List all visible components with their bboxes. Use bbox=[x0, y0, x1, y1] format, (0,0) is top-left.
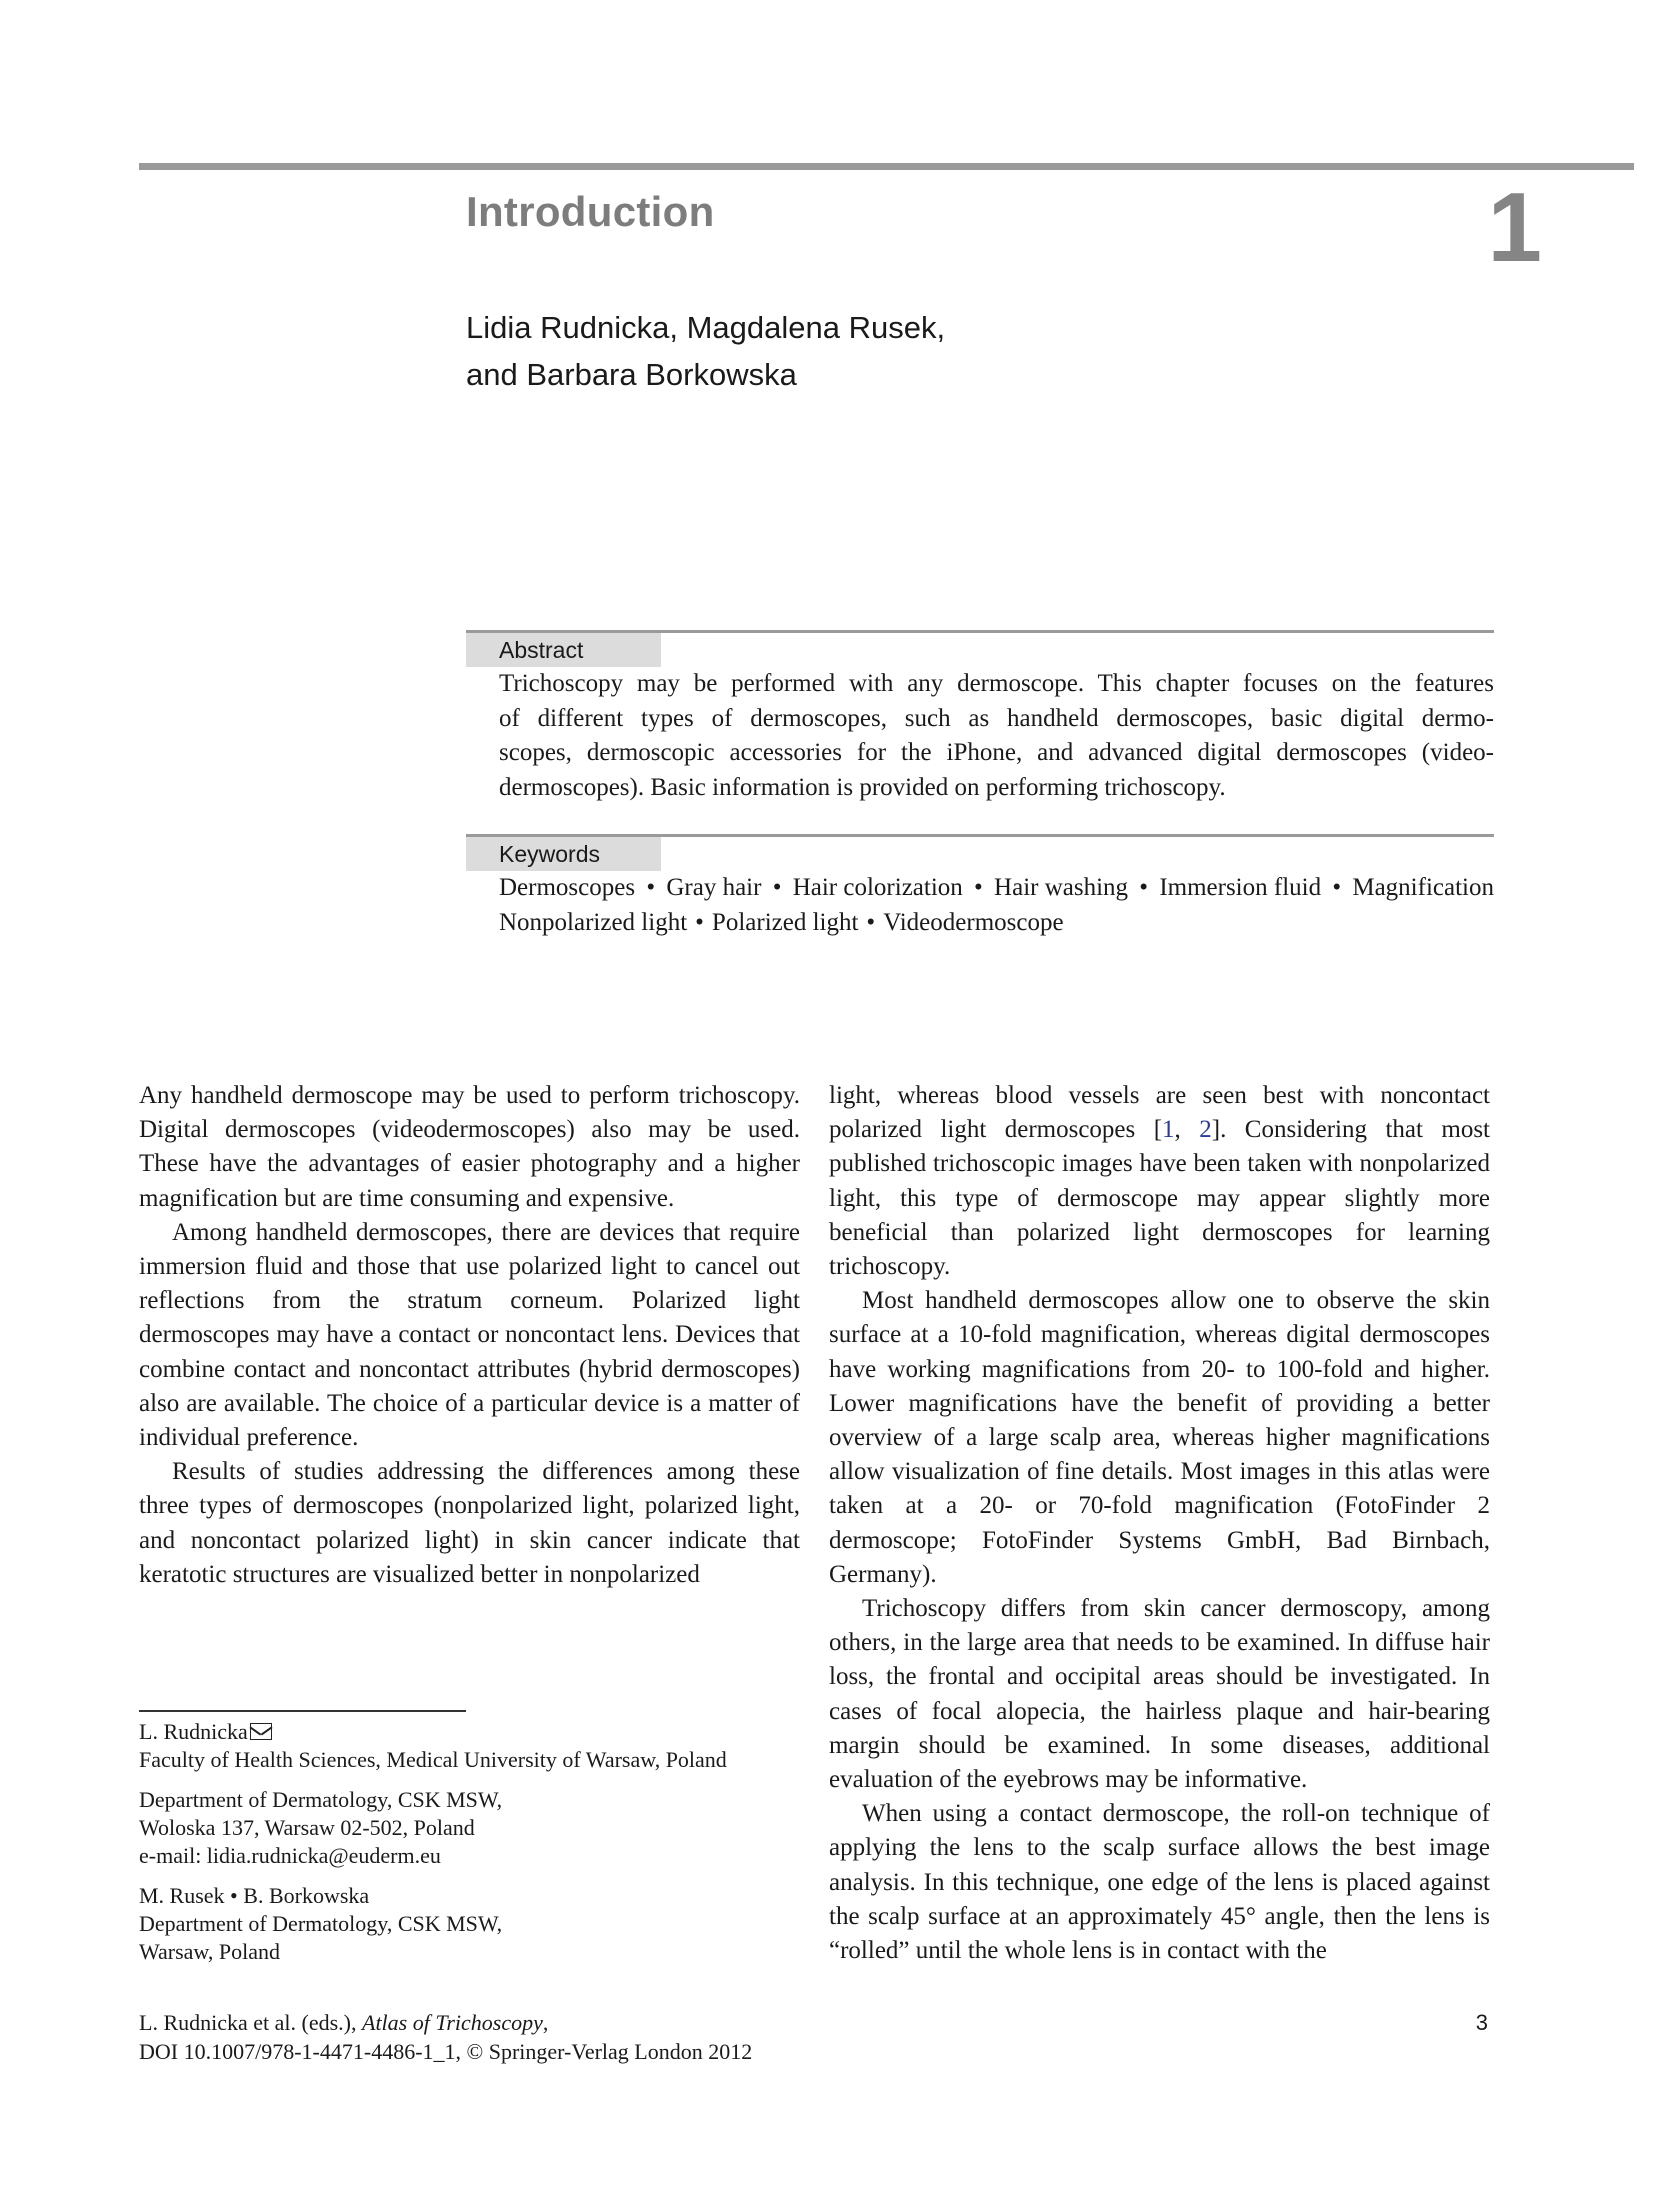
body-column-left bbox=[139, 1079, 800, 1592]
abstract-line: Trichoscopy may be performed with any dermoscope. This chapter focuses on the features bbox=[499, 670, 1494, 697]
abstract-line: scopes, dermoscopic accessories for the iPhone, and advanced digital dermoscopes (video- bbox=[499, 739, 1494, 766]
keyword-separator: • bbox=[866, 908, 876, 936]
keyword: Hair colorization bbox=[792, 874, 963, 901]
footnote-authors: M. Rusek • B. Borkowska bbox=[139, 1883, 370, 1908]
body-paragraph: Trichoscopy differs from skin cancer dermoscopy, among others, in the large area that needs to be examined. In diffuse hair loss, the frontal and occipital areas should be investigated. In cases of focal alopecia, the hairless plaque and hair-bearing margin should be examined. In some diseases, additional evaluation of the eyebrows may be informative. bbox=[829, 1595, 1490, 1794]
body-paragraph bbox=[829, 1079, 1490, 1284]
keywords-list bbox=[499, 871, 1494, 940]
chapter-title: Introduction bbox=[466, 188, 715, 235]
footnote-address-line: Woloska 137, Warsaw 02-502, Poland bbox=[139, 1815, 475, 1840]
envelope-icon bbox=[250, 1723, 272, 1740]
footnote-email: e-mail: lidia.rudnicka@euderm.eu bbox=[139, 1843, 441, 1868]
footnote-affiliation: Faculty of Health Sciences, Medical University of Warsaw, Poland bbox=[139, 1747, 727, 1772]
body-paragraph: When using a contact dermoscope, the roll-on technique of applying the lens to the scalp surface allows the best image analysis. In this technique, one edge of the lens is placed against the scalp surface at an approximately 45° angle, then the lens is “rolled” until the whole lens is in contact with the bbox=[829, 1800, 1490, 1965]
chapter-top-rule bbox=[139, 163, 1634, 170]
body-paragraph: Among handheld dermoscopes, there are devices that require immersion fluid and those that use polarized light to cancel out reflections from the stratum corneum. Polarized light dermoscopes may have a contact or noncontact lens. Devices that combine contact and noncontact attributes (hybrid dermoscopes) also are available. The choice of a particular device is a matter of individual preference. bbox=[139, 1218, 800, 1452]
keyword: Videodermoscope bbox=[883, 908, 1064, 936]
body-paragraph: Most handheld dermoscopes allow one to observe the skin surface at a 10-fold magnification, whereas digital dermoscopes have working magnifications from 20- to 100-fold and higher. Lower magnifications have the benefit of providing a better overview of a large scalp area, whereas higher magnifications allow visualization of fine details. Most images in this atlas were taken at a 20- or 70-fold magnification (FotoFinder 2 dermoscope; FotoFinder Systems GmbH, Bad Birnbach, Germany). bbox=[829, 1287, 1490, 1588]
keyword: Dermoscopes bbox=[499, 874, 636, 901]
footnote-rule bbox=[139, 1710, 466, 1712]
keyword: Hair washing bbox=[994, 874, 1129, 901]
footnote-department-line: Department of Dermatology, CSK MSW, bbox=[139, 1787, 503, 1812]
keyword-separator: • bbox=[1139, 874, 1149, 901]
paragraph-text: ]. Considering that most published trichoscopic images have been taken with nonpolarized light, this type of dermoscope may appear slightly more beneficial than polarized light dermoscopes for learning trichoscopy. bbox=[829, 1116, 1491, 1281]
keyword-separator: • bbox=[1332, 874, 1342, 901]
citation-suffix: , bbox=[542, 2010, 549, 2035]
book-title: Atlas of Trichoscopy bbox=[362, 2010, 543, 2035]
keyword-separator: • bbox=[695, 908, 704, 936]
keyword: Immersion fluid bbox=[1159, 874, 1322, 901]
authors-line-1: Lidia Rudnicka, Magdalena Rusek, bbox=[466, 310, 946, 345]
footnote-department-line: Department of Dermatology, CSK MSW, bbox=[139, 1911, 503, 1936]
keyword-separator: • bbox=[974, 874, 983, 901]
footnote-author-1 bbox=[139, 1718, 839, 1774]
abstract-text bbox=[499, 667, 1494, 805]
citation-link[interactable]: 1 bbox=[1162, 1116, 1175, 1144]
chapter-authors bbox=[466, 304, 1166, 398]
body-paragraph: Results of studies addressing the differences among these three types of dermoscopes (nonpolarized light, polarized light, and noncontact polarized light) in skin cancer indicate that keratotic structures are visualized better in nonpolarized bbox=[139, 1458, 800, 1588]
keyword: Nonpolarized light bbox=[499, 908, 688, 936]
keywords-line-2 bbox=[499, 906, 1494, 941]
paragraph-text: light, whereas blood vessels are seen best with noncontact polarized light dermoscopes [ bbox=[829, 1082, 1490, 1144]
book-citation bbox=[139, 2008, 939, 2066]
keyword: Magnification bbox=[1352, 874, 1494, 901]
abstract-line: dermoscopes). Basic information is provided on performing trichoscopy. bbox=[499, 773, 1226, 801]
keywords-label: Keywords bbox=[466, 837, 661, 871]
citation-prefix: L. Rudnicka et al. (eds.), bbox=[139, 2010, 362, 2035]
footnote-author-2 bbox=[139, 1882, 839, 1966]
citation-link[interactable]: 2 bbox=[1199, 1116, 1212, 1144]
keyword-separator: • bbox=[646, 874, 656, 901]
authors-line-2: and Barbara Borkowska bbox=[466, 357, 797, 392]
page-number: 3 bbox=[1475, 2010, 1488, 2035]
footnote-author-name: L. Rudnicka bbox=[139, 1719, 248, 1744]
keyword: Polarized light bbox=[711, 908, 859, 936]
body-paragraph: Any handheld dermoscope may be used to perform trichoscopy. Digital dermoscopes (videodermoscopes) also may be used. These have the advantages of easier photography and a higher magnification but are time consuming and expensive. bbox=[139, 1082, 800, 1212]
citation-separator: , bbox=[1174, 1116, 1200, 1144]
chapter-number: 1 bbox=[1487, 172, 1542, 282]
footnote-department bbox=[139, 1786, 839, 1870]
abstract-line: of different types of dermoscopes, such as handheld dermoscopes, basic digital dermo- bbox=[499, 704, 1494, 732]
keyword-separator: • bbox=[772, 874, 782, 901]
keyword: Gray hair bbox=[666, 874, 762, 901]
keywords-line-1 bbox=[499, 871, 1494, 906]
body-column-right bbox=[829, 1079, 1490, 1968]
footnote-address-line: Warsaw, Poland bbox=[139, 1939, 280, 1964]
citation-doi: DOI 10.1007/978-1-4471-4486-1_1, © Springer-Verlag London 2012 bbox=[139, 2039, 753, 2064]
abstract-label: Abstract bbox=[466, 633, 661, 667]
